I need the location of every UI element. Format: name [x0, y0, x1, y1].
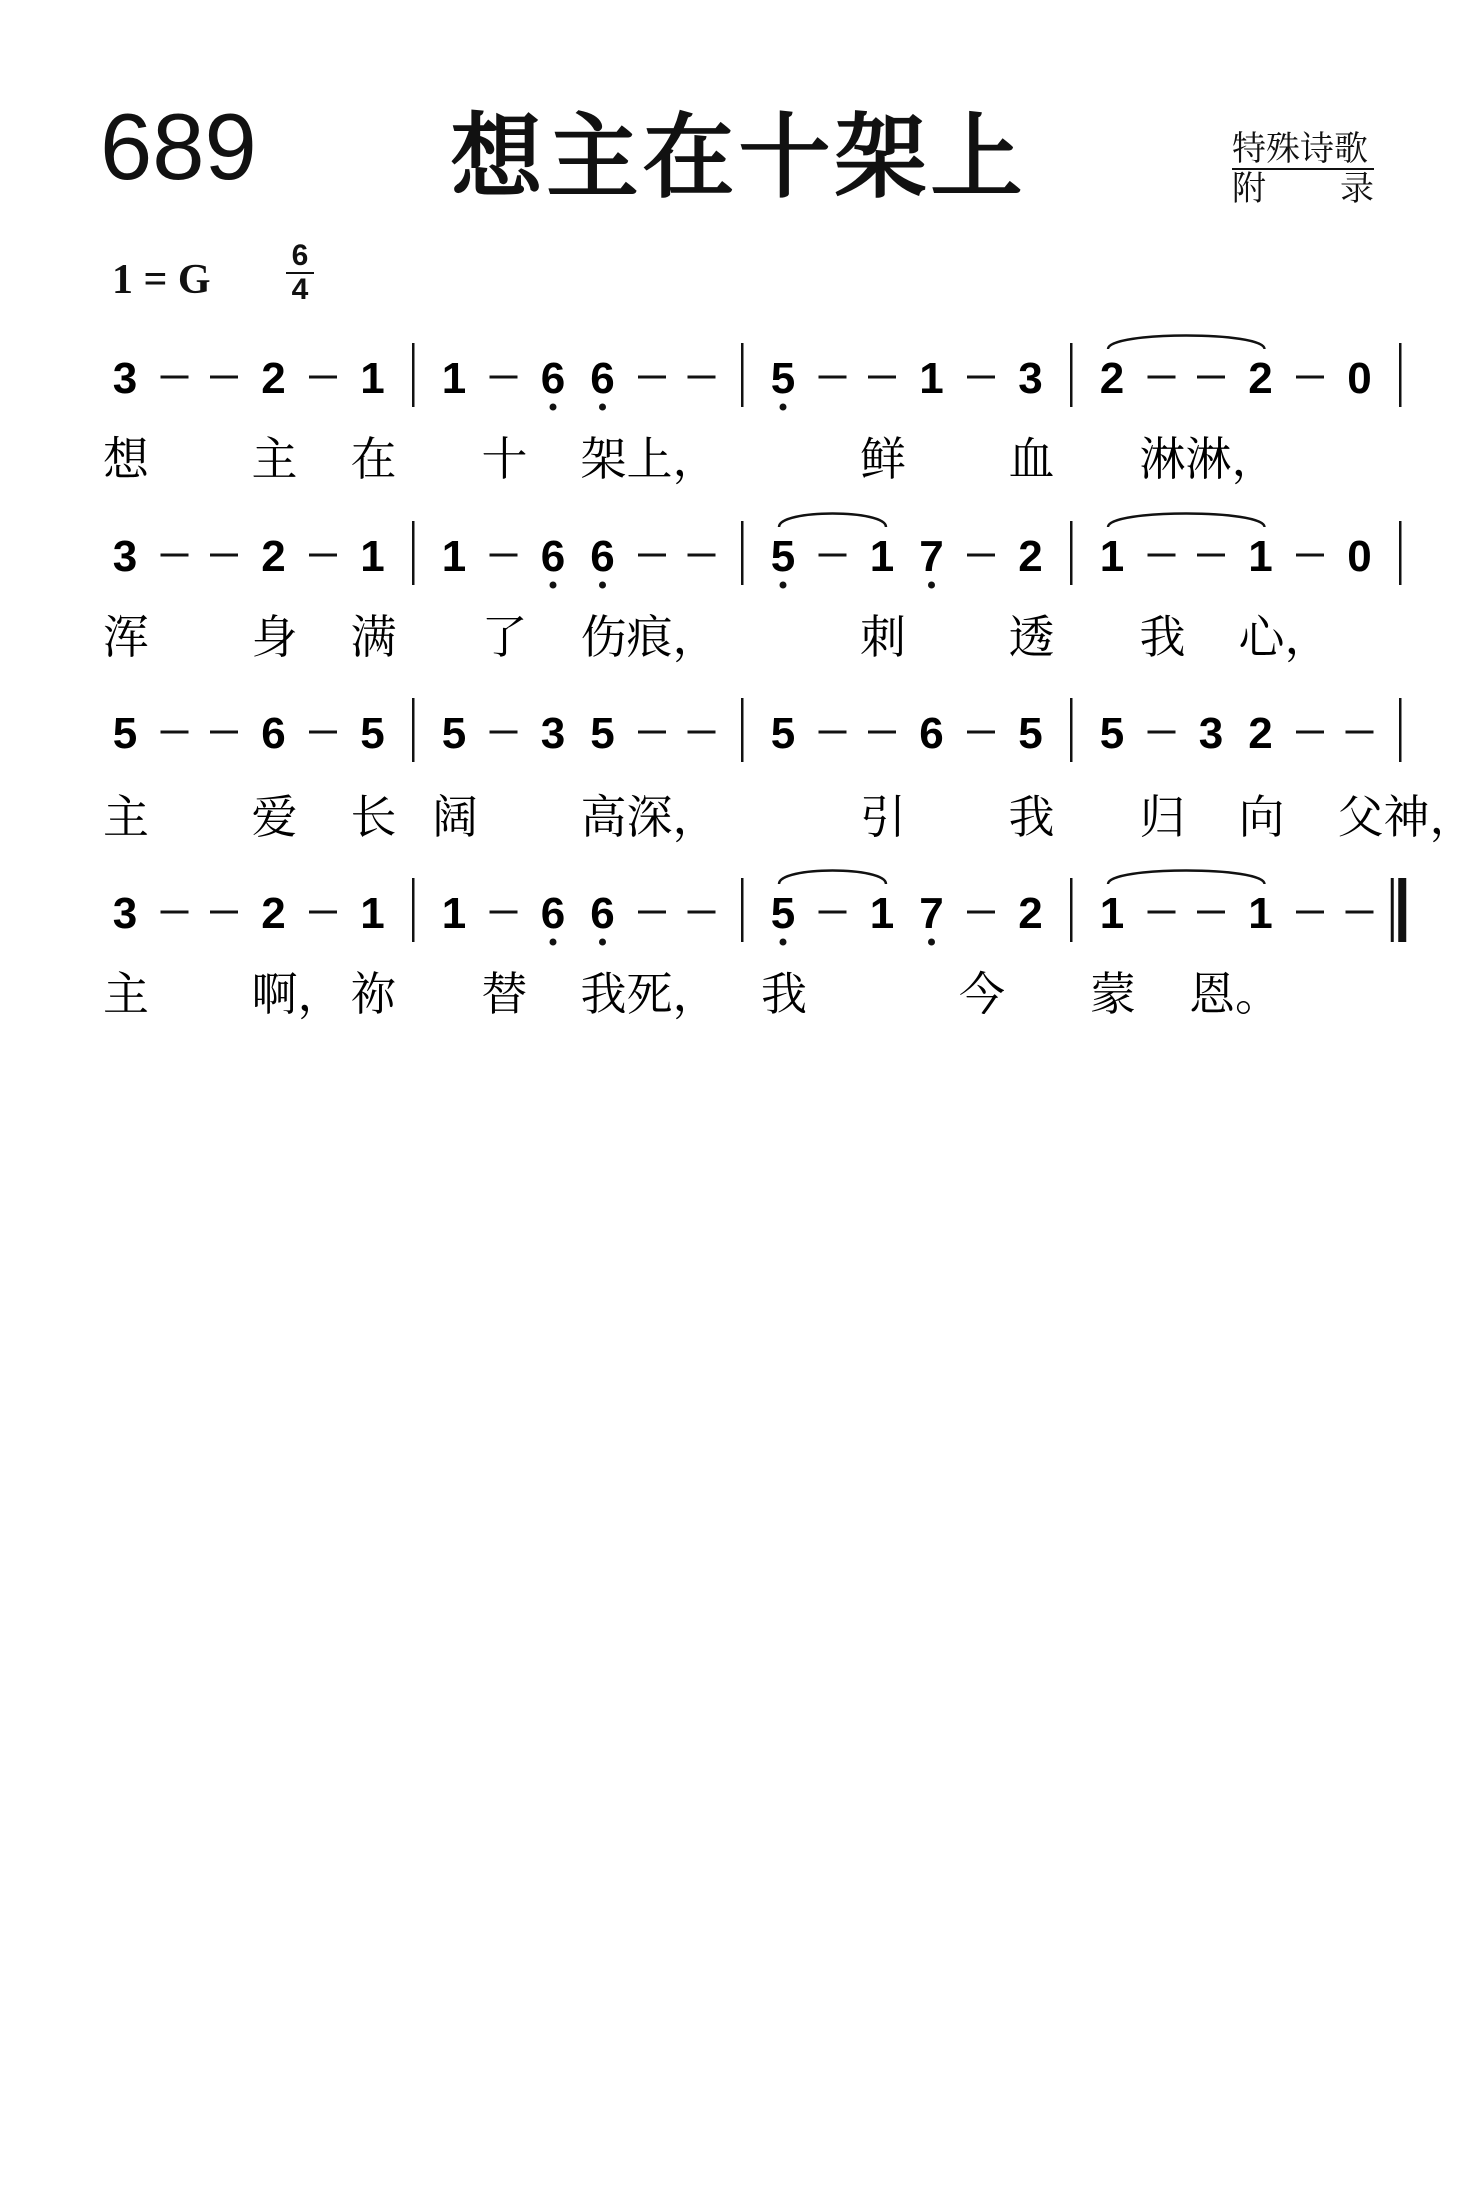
note-1: 1 [919, 354, 944, 403]
lyric-word: 长 [350, 790, 397, 844]
note-2: 2 [1099, 354, 1125, 403]
note-6: 6 [590, 354, 615, 403]
note-1: 1 [1099, 889, 1125, 938]
lyric-word: 身 [251, 610, 298, 664]
note-7: 7 [919, 532, 944, 581]
octave-dot-below [599, 404, 606, 411]
note-1: 1 [869, 532, 895, 581]
lyric-word: 满 [350, 610, 397, 664]
note-5: 5 [112, 709, 138, 758]
note-2: 2 [261, 889, 286, 938]
lyric-word: 啊， [251, 967, 344, 1021]
note-5: 5 [770, 709, 796, 758]
tie-slur [1108, 336, 1265, 350]
note-1: 1 [441, 889, 467, 938]
lyric-word: 我 [1139, 610, 1186, 664]
lyric-word: 心， [1238, 610, 1331, 664]
lyric-word: 十 [481, 432, 528, 486]
note-2: 2 [1018, 889, 1043, 938]
note-6: 6 [540, 532, 566, 581]
note-3: 3 [112, 532, 138, 581]
lyric-word: 浑 [103, 610, 149, 664]
octave-dot-below [780, 939, 787, 946]
key-signature: 1 = G [112, 257, 211, 303]
lyric-word: 透 [1008, 610, 1055, 664]
note-1: 1 [360, 889, 385, 938]
tie-slur [1108, 871, 1265, 885]
note-2: 2 [1248, 709, 1273, 758]
lyric-word: 向 [1238, 790, 1285, 844]
note-1: 1 [441, 354, 467, 403]
lyric-word: 伤痕， [580, 610, 719, 664]
note-5: 5 [590, 709, 615, 758]
octave-dot-below [599, 939, 606, 946]
lyric-word: 主 [103, 790, 149, 844]
note-5: 5 [770, 889, 796, 938]
lyric-word: 刺 [860, 610, 906, 664]
note-1: 1 [360, 354, 385, 403]
note-0: 0 [1347, 354, 1372, 403]
note-5: 5 [770, 354, 796, 403]
octave-dot-below [780, 404, 787, 411]
note-6: 6 [261, 709, 286, 758]
lyric-word: 祢 [350, 967, 397, 1021]
note-1: 1 [1099, 532, 1125, 581]
note-5: 5 [441, 709, 467, 758]
lyric-word: 鲜 [860, 432, 906, 486]
lyric-word: 阔 [432, 790, 478, 844]
note-3: 3 [540, 709, 566, 758]
tie-slur [1108, 514, 1265, 528]
note-7: 7 [919, 889, 944, 938]
lyric-word: 主 [251, 432, 298, 486]
note-2: 2 [261, 354, 286, 403]
source-collection: 特殊诗歌 [1232, 130, 1374, 170]
note-3: 3 [1018, 354, 1043, 403]
octave-dot-below [928, 939, 935, 946]
time-signature-top: 6 [286, 240, 314, 274]
note-3: 3 [112, 889, 138, 938]
lyric-word: 了 [481, 610, 528, 664]
hymn-number: 689 [100, 94, 257, 199]
lyric-word: 我 [1008, 790, 1055, 844]
time-signature-bottom: 4 [291, 272, 309, 306]
lyric-word: 血 [1008, 432, 1055, 486]
note-6: 6 [590, 532, 615, 581]
note-5: 5 [1099, 709, 1125, 758]
note-6: 6 [540, 889, 566, 938]
note-3: 3 [112, 354, 138, 403]
lyric-word: 我 [761, 967, 807, 1021]
note-0: 0 [1347, 532, 1372, 581]
note-2: 2 [1248, 354, 1273, 403]
octave-dot-below [599, 582, 606, 589]
lyric-word: 爱 [251, 790, 298, 844]
note-5: 5 [1018, 709, 1043, 758]
lyric-word: 父神， [1337, 790, 1476, 844]
note-1: 1 [869, 889, 895, 938]
note-5: 5 [360, 709, 385, 758]
note-2: 2 [1018, 532, 1043, 581]
note-3: 3 [1198, 709, 1224, 758]
lyric-word: 想 [103, 432, 149, 486]
note-6: 6 [590, 889, 615, 938]
tie-slur [779, 514, 886, 528]
lyric-word: 恩。 [1189, 967, 1281, 1021]
lyric-word: 引 [860, 790, 906, 844]
source-appendix-char-2: 录 [1340, 169, 1374, 210]
note-1: 1 [360, 532, 385, 581]
note-6: 6 [540, 354, 566, 403]
lyric-word: 淋淋， [1139, 432, 1278, 486]
note-2: 2 [261, 532, 286, 581]
note-1: 1 [1248, 532, 1273, 581]
note-5: 5 [770, 532, 796, 581]
lyric-word: 归 [1139, 790, 1186, 844]
tie-slur [779, 871, 886, 885]
note-1: 1 [1248, 889, 1273, 938]
lyric-word: 蒙 [1090, 967, 1136, 1021]
note-1: 1 [441, 532, 467, 581]
octave-dot-below [780, 582, 787, 589]
lyric-word: 我死， [580, 967, 719, 1021]
source-appendix-char-1: 附 [1232, 169, 1266, 210]
lyric-word: 在 [350, 432, 397, 486]
octave-dot-below [550, 404, 557, 411]
lyric-word: 今 [959, 967, 1005, 1021]
octave-dot-below [928, 582, 935, 589]
lyric-word: 主 [103, 967, 149, 1021]
lyric-word: 架上， [580, 432, 719, 486]
lyric-word: 替 [481, 967, 528, 1021]
octave-dot-below [550, 582, 557, 589]
note-6: 6 [919, 709, 944, 758]
octave-dot-below [550, 939, 557, 946]
song-title: 想主在十架上 [450, 104, 1027, 211]
lyric-word: 高深， [580, 790, 719, 844]
